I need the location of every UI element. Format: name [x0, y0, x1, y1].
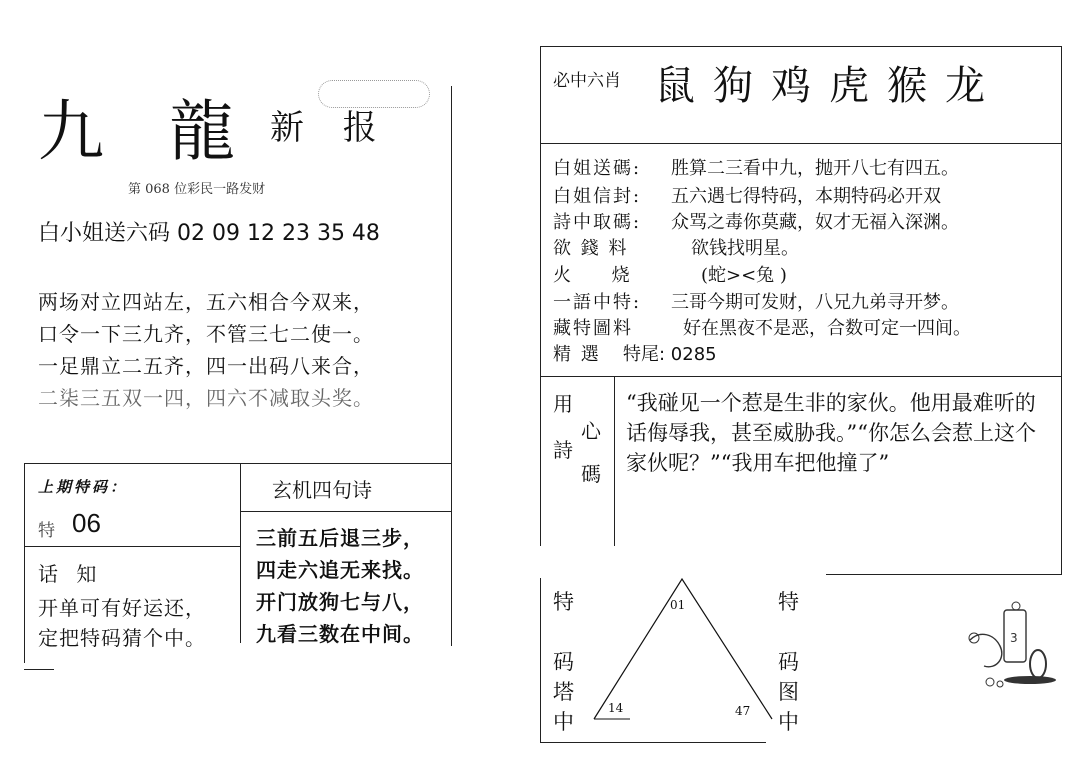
tip-label: 火 烧 [553, 265, 632, 286]
tip-row [553, 314, 971, 340]
tip-text: 胜算二三看中九，抛开八七有四五。 [671, 158, 959, 179]
notice-line: 定把特码猜个中。 [38, 626, 206, 650]
tower-left-char: 塔 [553, 680, 574, 704]
decorative-illustration [960, 600, 1060, 692]
tip-text: 特尾: 0285 [623, 344, 717, 365]
tip-row [553, 234, 799, 260]
masthead-title: 九 龍 [38, 93, 257, 170]
notice-line: 开单可有好运还， [38, 596, 206, 620]
tower-left-char: 中 [553, 710, 574, 734]
xuanji-line: 三前五后退三步， [256, 526, 424, 550]
tip-text: 五六遇七得特码，本期特码必开双 [671, 186, 941, 207]
last-code-label: 上期特码： [38, 478, 129, 496]
tower-right-char: 中 [778, 710, 799, 734]
tower-right-char: 码 [778, 650, 799, 674]
tower-right-char: 特 [778, 590, 799, 614]
poem-line: 口令一下三九齐，不管三七二使一。 [38, 322, 374, 346]
story-text: “我碰见一个惹是生非的家伙。他用最难听的话侮辱我，甚至威胁我。”“你怎么会惹上这个家伙呢？”“我用车把他撞了” [626, 391, 1036, 475]
svg-text:3: 3 [1010, 631, 1018, 645]
tip-text: 三哥今期可发财，八兄九弟寻开梦。 [671, 292, 959, 313]
masthead-subtitle: 新 报 [270, 108, 391, 148]
tower-left-char: 特 [553, 590, 574, 614]
tip-row [553, 182, 941, 208]
tip-label: 白姐送碼: [553, 158, 642, 179]
poem-line: 二柒三五双一四，四六不减取头奖。 [38, 386, 374, 410]
must-prefix: 必中六肖 [553, 71, 621, 91]
tip-row [553, 261, 787, 287]
code-label: 用 [553, 392, 573, 416]
tip-label: 白姐信封: [553, 186, 642, 207]
tip-label: 一語中特: [553, 292, 642, 313]
tip-row [553, 340, 717, 366]
tip-row [553, 154, 959, 180]
notice-title: 话 知 [38, 562, 103, 586]
must-animals: 鼠狗鸡虎猴龙 [655, 63, 1003, 109]
tip-row [553, 288, 959, 314]
tip-label: 精 選 [553, 344, 601, 365]
xuanji-line: 开门放狗七与八， [256, 590, 424, 614]
tower-right-char: 图 [778, 680, 799, 704]
issue-line: 第 068 位彩民一路发财 [128, 182, 266, 197]
code-label: 詩 [553, 438, 573, 462]
xuanji-title: 玄机四句诗 [272, 478, 372, 502]
last-code-value: 06 [72, 508, 101, 538]
tower-num-right: 47 [735, 704, 751, 718]
tower-num-left: 14 [608, 701, 624, 715]
poem-line: 两场对立四站左，五六相合今双来， [38, 290, 374, 314]
six-codes: 白小姐送六码 02 09 12 23 35 48 [38, 221, 380, 246]
stamp-mark [318, 80, 430, 108]
tip-text: 众骂之毒你莫藏，奴才无福入深渊。 [671, 212, 959, 233]
tip-label: 詩中取碼: [553, 212, 642, 233]
tower-left-char: 码 [553, 650, 574, 674]
tip-row [553, 208, 959, 234]
tip-text: 欲钱找明星。 [691, 238, 799, 259]
tip-text: (蛇><兔 ) [701, 265, 787, 286]
tower-num-top: 01 [670, 598, 686, 612]
tip-label: 欲 錢 料 [553, 238, 629, 259]
tip-text: 好在黑夜不是恶，合数可定一四间。 [683, 318, 971, 339]
xuanji-line: 九看三数在中间。 [256, 622, 424, 646]
code-label: 心 [581, 419, 601, 443]
code-label: 碼 [581, 462, 601, 486]
poem-line: 一足鼎立二五齐，四一出码八来合， [38, 354, 374, 378]
last-code-te: 特 [38, 521, 55, 541]
xuanji-line: 四走六追无来找。 [256, 558, 424, 582]
tip-label: 藏特圖料 [553, 318, 633, 339]
